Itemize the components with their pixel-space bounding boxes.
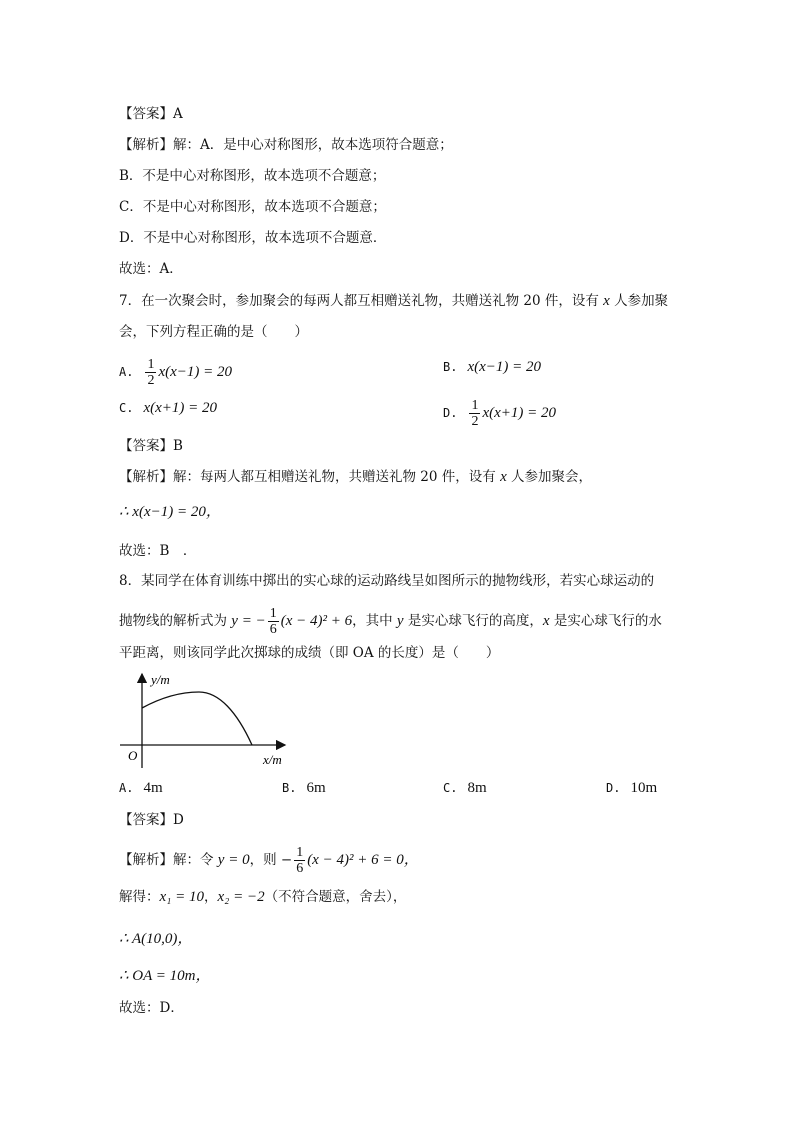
q8-option-a — [119, 778, 163, 798]
analysis-tag: 【解析】 — [119, 852, 173, 868]
q7-therefore-line — [119, 502, 221, 522]
q8-conclusion: 故选：D． — [119, 1000, 184, 1016]
origin-label: O — [128, 748, 138, 763]
answer-tag: 【答案】 — [119, 812, 173, 828]
q8-solve-sep: ， — [204, 889, 218, 905]
q8-option-d-val: 10m — [630, 780, 658, 796]
parabola-graph — [119, 670, 289, 770]
q8-stem-text-b: ，其中 — [352, 613, 397, 629]
q8-analysis-text-a: 解：令 — [173, 852, 218, 868]
q6-conclusion: 故选：A． — [119, 261, 183, 277]
x-axis-label: x/m — [263, 752, 282, 767]
q7-conclusion: 故选：B ． — [119, 543, 197, 559]
q8-answer-line — [119, 810, 184, 830]
q8-stem-line-3: 平距离，则该同学此次掷球的成绩（即 OA 的长度）是（ ） — [119, 645, 500, 661]
option-label: A. — [119, 365, 134, 379]
answer-tag: 【答案】 — [119, 438, 173, 454]
fraction-one-sixth: $\frac{1}{6}$ — [269, 606, 277, 637]
q8-answer: D — [173, 812, 184, 828]
q7-stem-var: x — [603, 293, 610, 309]
q7-option-b — [443, 357, 541, 377]
analysis-tag: 【解析】 — [119, 469, 173, 485]
q8-stem-text-a: 抛物线的解析式为 — [119, 613, 232, 629]
q8-stem-text-c: 是实心球飞行的高度， — [403, 613, 543, 629]
q8-stem-y: y — [396, 613, 404, 629]
answer-tag: 【答案】 — [119, 106, 173, 122]
q8-analysis-y0: y = 0 — [217, 852, 250, 868]
q8-option-d — [606, 778, 657, 798]
q8-solve-x1: x₁ = 10 — [159, 889, 204, 905]
q8-stem-line-2 — [119, 606, 662, 637]
q7-analysis-text-a: 解：每两人都互相赠送礼物，共赠送礼物 20 件，设有 — [173, 469, 501, 485]
q8-option-b — [282, 778, 326, 798]
option-label: C. — [443, 781, 458, 795]
analysis-tag: 【解析】 — [119, 137, 173, 153]
q8-option-c-val: 8m — [467, 780, 487, 796]
q7-analysis-text-b: 人参加聚会， — [506, 469, 593, 485]
q8-option-a-val: 4m — [143, 780, 163, 796]
q6-analysis-line-2: B．不是中心对称图形，故本选项不合题意； — [119, 168, 386, 184]
q8-option-c — [443, 778, 487, 798]
q7-stem-line-1 — [119, 291, 668, 311]
q6-answer-line — [119, 104, 183, 124]
q6-answer: A — [173, 106, 183, 122]
q8-point-line — [119, 929, 192, 949]
q8-solve-line — [119, 887, 406, 907]
y-axis-label: y/m — [151, 672, 170, 687]
q6-analysis-line-3: C．不是中心对称图形，故本选项不合题意； — [119, 199, 386, 215]
parabola-curve — [142, 692, 252, 745]
option-label: A. — [119, 781, 134, 795]
q7-stem-text-a: 7．在一次聚会时，参加聚会的每两人都互相赠送礼物，共赠送礼物 20 件，设有 — [119, 293, 604, 309]
fraction-one-half: $\frac{1}{2}$ — [147, 357, 155, 388]
q7-therefore-expr: ∴ x(x−1) = 20， — [119, 504, 221, 520]
q7-analysis-line — [119, 467, 592, 487]
q8-stem-text-d: 是实心球飞行的水 — [549, 613, 662, 629]
q6-analysis-line-4: D．不是中心对称图形，故本选项不合题意． — [119, 230, 387, 246]
q7-option-c-expr: x(x+1) = 20 — [143, 400, 218, 416]
q8-option-b-val: 6m — [306, 780, 326, 796]
q7-analysis-var: x — [500, 469, 507, 485]
q7-option-b-expr: x(x−1) = 20 — [467, 359, 542, 375]
q7-option-a — [119, 357, 232, 388]
q8-oa-line — [119, 966, 210, 986]
q7-answer: B — [173, 438, 183, 454]
q8-point: ∴ A(10,0)， — [119, 931, 193, 947]
q7-stem-line-2: 会，下列方程正确的是（ ） — [119, 324, 308, 340]
option-label: B. — [443, 360, 458, 374]
option-label: C. — [119, 401, 134, 415]
q8-eq-lhs: y = − — [231, 613, 266, 629]
q8-oa: ∴ OA = 10m， — [119, 968, 211, 984]
option-label: D. — [443, 406, 458, 420]
option-label: D. — [606, 781, 621, 795]
q8-solve-x2: x₂ = −2 — [217, 889, 265, 905]
q8-analysis-eq: (x − 4)² + 6 = 0， — [307, 852, 419, 868]
q8-eq-rhs: (x − 4)² + 6 — [280, 613, 353, 629]
q8-stem-x: x — [542, 613, 550, 629]
q7-option-a-expr: x(x−1) = 20 — [158, 364, 233, 380]
option-label: B. — [282, 781, 297, 795]
q6-analysis-line-1 — [119, 135, 453, 155]
fraction-one-half: $\frac{1}{2}$ — [471, 398, 479, 429]
q8-stem-line-1: 8．某同学在体育训练中掷出的实心球的运动路线呈如图所示的抛物线形，若实心球运动的 — [119, 573, 655, 589]
q8-solve-text-a: 解得： — [119, 889, 160, 905]
q8-analysis-text-b: ，则 − — [249, 852, 293, 868]
q8-analysis-line — [119, 845, 419, 876]
q7-option-d — [443, 398, 556, 429]
q8-solve-text-b: （不符合题意，舍去）， — [264, 889, 407, 905]
q6-analysis-text-1: 解：A．是中心对称图形，故本选项符合题意； — [173, 137, 453, 153]
q7-answer-line — [119, 436, 183, 456]
q7-stem-text-b: 人参加聚 — [609, 293, 669, 309]
q7-option-c — [119, 398, 217, 418]
fraction-one-sixth: $\frac{1}{6}$ — [296, 845, 304, 876]
q7-option-d-expr: x(x+1) = 20 — [482, 405, 557, 421]
